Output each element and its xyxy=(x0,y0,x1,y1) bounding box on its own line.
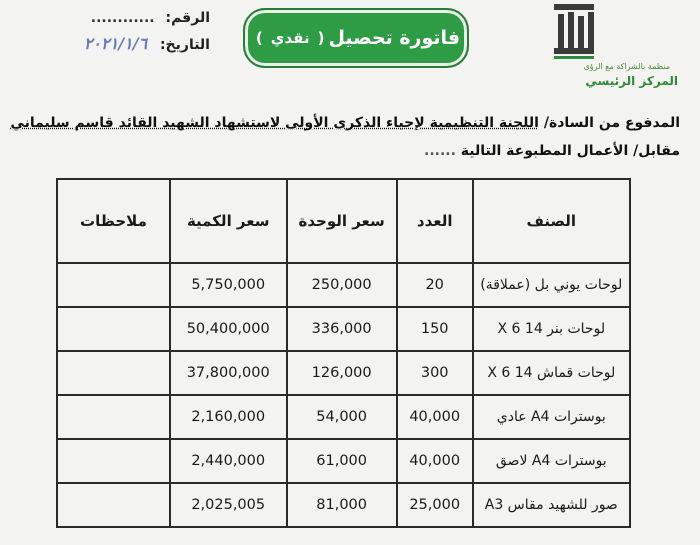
against-label: مقابل/ xyxy=(633,143,680,159)
cell-item: بوسترات A4 عادي xyxy=(473,395,630,439)
cell-unit-price: 126,000 xyxy=(287,351,397,395)
cell-total: 2,160,000 xyxy=(170,395,287,439)
cell-item: لوحات بنر 14 X 6 xyxy=(473,307,630,351)
cell-unit-price: 81,000 xyxy=(287,483,397,527)
cell-item: لوحات قماش 14 X 6 xyxy=(473,351,630,395)
cell-unit-price: 54,000 xyxy=(287,395,397,439)
cell-total: 37,800,000 xyxy=(170,351,287,395)
cell-total: 5,750,000 xyxy=(170,263,287,307)
paid-from-label: المدفوع من السادة/ xyxy=(543,115,680,131)
against-dots: ...... xyxy=(424,143,456,159)
against-value: الأعمال المطبوعة التالية xyxy=(460,143,629,159)
table-row xyxy=(57,307,630,351)
cell-notes xyxy=(57,263,170,307)
header-item: الصنف xyxy=(473,179,630,263)
cell-unit-price: 61,000 xyxy=(287,439,397,483)
cell-notes xyxy=(57,307,170,351)
paid-from-line xyxy=(10,115,680,131)
invoice-date xyxy=(55,34,210,53)
table-header-row xyxy=(57,179,630,263)
invoice-number-label: الرقم: xyxy=(165,10,210,26)
invoice-date-label: التاريخ: xyxy=(159,37,210,53)
table-row xyxy=(57,439,630,483)
cell-total: 50,400,000 xyxy=(170,307,287,351)
cell-notes xyxy=(57,439,170,483)
cell-count: 300 xyxy=(397,351,473,395)
cell-count: 20 xyxy=(397,263,473,307)
logo-center-name: المركز الرئيسي xyxy=(585,74,678,88)
cell-count: 25,000 xyxy=(397,483,473,527)
logo-mark-icon xyxy=(552,2,596,60)
invoice-title-text: فاتورة تحصيل xyxy=(328,27,461,49)
cell-unit-price: 250,000 xyxy=(287,263,397,307)
cell-total: 2,440,000 xyxy=(170,439,287,483)
header-count: العدد xyxy=(397,179,473,263)
cell-notes xyxy=(57,395,170,439)
invoice-title: فاتورة تحصيل ( نقدي ) xyxy=(243,8,469,68)
cell-count: 150 xyxy=(397,307,473,351)
cell-notes xyxy=(57,483,170,527)
invoice-title-note: نقدي xyxy=(270,29,310,47)
header-notes: ملاحظات xyxy=(57,179,170,263)
cell-count: 40,000 xyxy=(397,395,473,439)
header-total: سعر الكمية xyxy=(170,179,287,263)
table-row xyxy=(57,351,630,395)
cell-unit-price: 336,000 xyxy=(287,307,397,351)
paid-from-value: اللجنة التنظيمية لإحياء الذكرى الأولى لاستشهاد الشهيد القائد قاسم سليماني xyxy=(10,115,539,131)
cell-item: بوسترات A4 لاصق xyxy=(473,439,630,483)
table-row xyxy=(57,395,630,439)
table-row xyxy=(57,263,630,307)
invoice-date-value: ٢٠٢١/١/٦ xyxy=(83,34,148,53)
cell-notes xyxy=(57,351,170,395)
cell-item: صور للشهيد مقاس A3 xyxy=(473,483,630,527)
against-line xyxy=(20,143,680,159)
table-row xyxy=(57,483,630,527)
logo-subtitle: منظمة بالشراكة مع الرؤى xyxy=(583,62,670,71)
invoice-number xyxy=(60,10,210,26)
cell-count: 40,000 xyxy=(397,439,473,483)
organization-logo xyxy=(540,0,690,100)
cell-total: 2,025,005 xyxy=(170,483,287,527)
header-unit-price: سعر الوحدة xyxy=(287,179,397,263)
items-table xyxy=(56,178,631,528)
cell-item: لوحات يوني بل (عملاقة) xyxy=(473,263,630,307)
invoice-number-value: ............ xyxy=(90,10,155,26)
